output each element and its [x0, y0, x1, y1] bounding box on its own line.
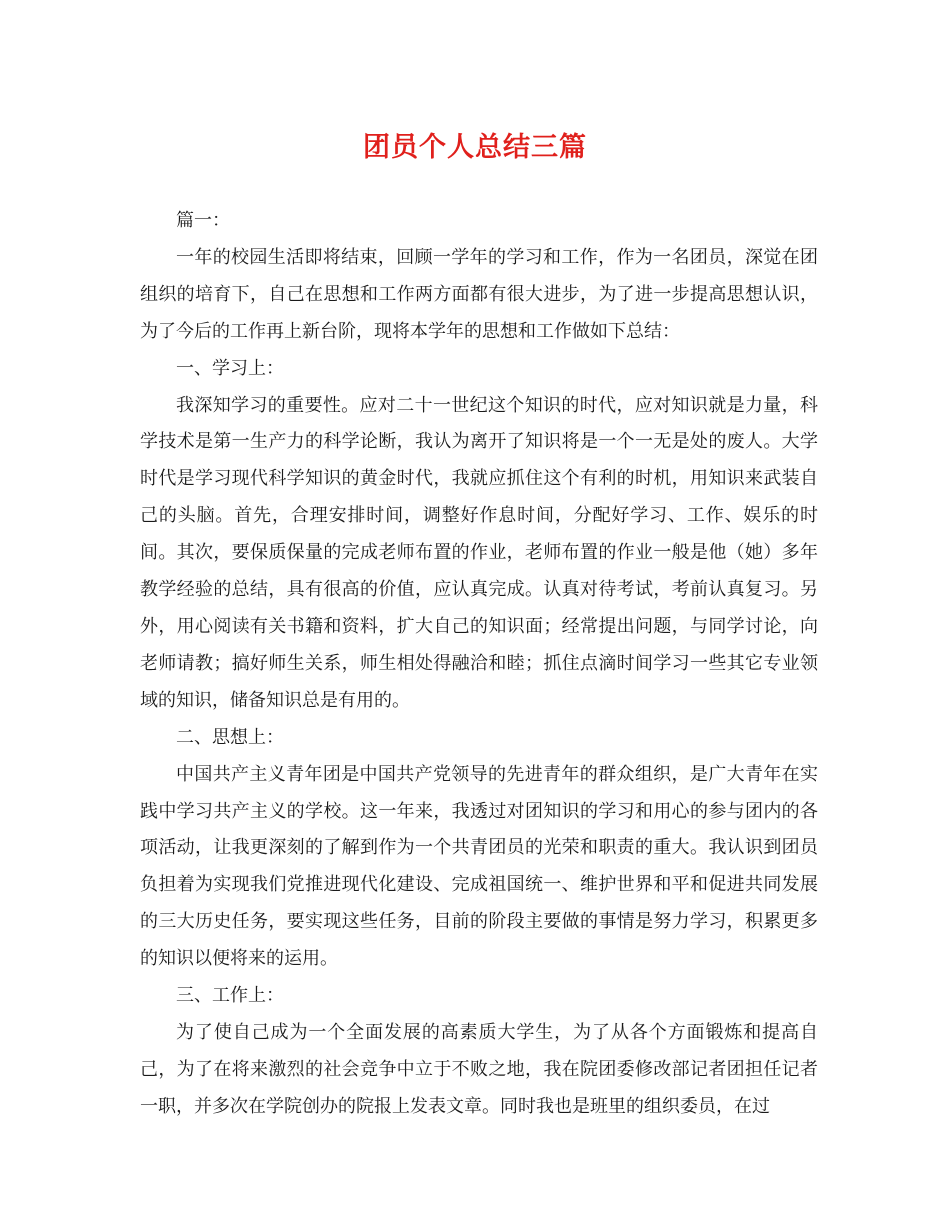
- section-heading-part-one: 篇一：: [176, 210, 230, 231]
- section-heading-work: 三、工作上：: [176, 985, 284, 1007]
- document-title: 团员个人总结三篇: [363, 132, 587, 163]
- document-body: [140, 203, 818, 1126]
- section-heading-study: 一、学习上：: [176, 357, 284, 379]
- work-paragraph: 为了使自己成为一个全面发展的高素质大学生，为了从各个方面锻炼和提高自己，为了在将来激烈的社会竞争中立于不败之地，我在院团委修改部记者团担任记者一职，并多次在学院创办的院报上发表文章。同时我也是班里的组织委员，在过: [140, 1021, 818, 1117]
- intro-paragraph: 一年的校园生活即将结束，回顾一学年的学习和工作，作为一名团员，深觉在团组织的培育下，自己在思想和工作两方面都有很大进步，为了进一步提高思想认识，为了今后的工作再上新台阶，现将本学年的思想和工作做如下总结：: [140, 246, 818, 342]
- thought-paragraph: 中国共产主义青年团是中国共产党领导的先进青年的群众组织，是广大青年在实践中学习共产主义的学校。这一年来，我透过对团知识的学习和用心的参与团内的各项活动，让我更深刻的了解到作为一个共青团员的光荣和职责的重大。我认识到团员负担着为实现我们党推进现代化建设、完成祖国统一、维护世界和平和促进共同发展的三大历史任务，要实现这些任务，目前的阶段主要做的事情是努力学习，积累更多的知识以便将来的运用。: [140, 763, 818, 970]
- study-paragraph: 我深知学习的重要性。应对二十一世纪这个知识的时代，应对知识就是力量，科学技术是第一生产力的科学论断，我认为离开了知识将是一个一无是处的废人。大学时代是学习现代科学知识的黄金时代，我就应抓住这个有利的时机，用知识来武装自己的头脑。首先，合理安排时间，调整好作息时间，分配好学习、工作、娱乐的时间。其次，要保质保量的完成老师布置的作业，老师布置的作业一般是他（她）多年教学经验的总结，具有很高的价值，应认真完成。认真对待考试，考前认真复习。另外，用心阅读有关书籍和资料，扩大自己的知识面；经常提出问题，与同学讨论，向老师请教；搞好师生关系，师生相处得融洽和睦；抓住点滴时间学习一些其它专业领域的知识，储备知识总是有用的。: [140, 394, 818, 711]
- section-heading-thought: 二、思想上：: [176, 726, 284, 748]
